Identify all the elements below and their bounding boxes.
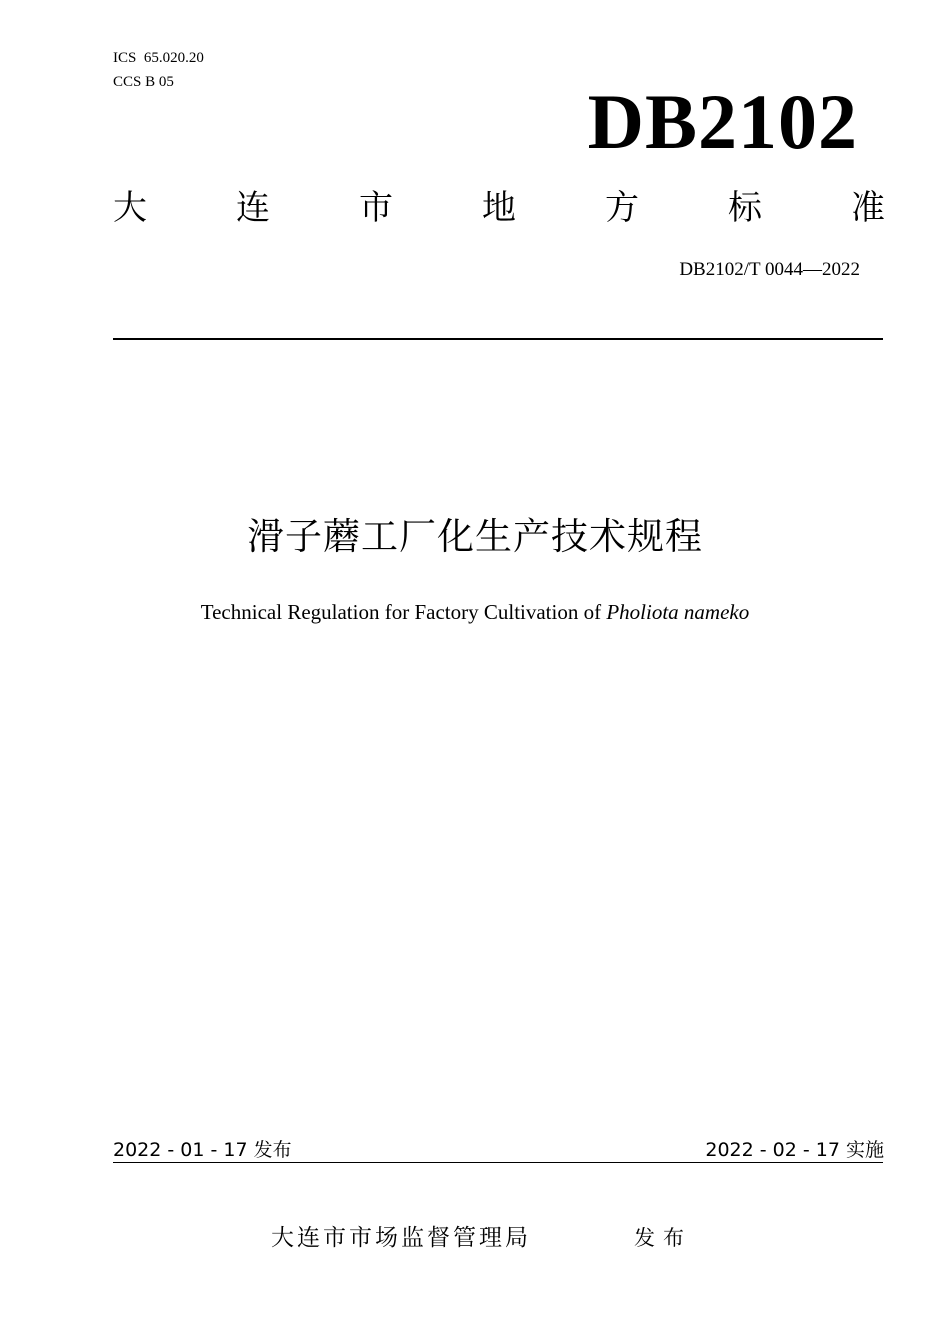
standard-type-heading (113, 186, 885, 230)
standard-type-char: 地 (482, 188, 516, 228)
ccs-code: CCS B 05 (113, 74, 174, 90)
standard-type-char: 标 (728, 188, 762, 228)
species-name: Pholiota nameko (606, 600, 750, 624)
standard-type-char: 连 (236, 188, 270, 228)
standard-type-char: 大 (113, 188, 147, 228)
document-title-chinese: 滑子蘑工厂化生产技术规程 (247, 515, 703, 558)
standard-code-logo: DB2102 (587, 78, 858, 165)
implementation-date: 2022 - 02 - 17 实施 (705, 1139, 884, 1161)
ics-code: ICS 65.020.20 (113, 50, 204, 66)
bottom-divider (113, 1162, 883, 1163)
standard-type-char: 方 (605, 188, 639, 228)
standard-type-char: 准 (851, 188, 885, 228)
issue-label: 发布 (634, 1226, 692, 1250)
issue-date: 2022 - 01 - 17 发布 (113, 1139, 292, 1161)
english-title-text: Technical Regulation for Factory Cultivation of (200, 600, 607, 624)
issuing-authority: 大连市市场监督管理局 (271, 1225, 531, 1251)
top-divider (113, 338, 883, 340)
standard-number: DB2102/T 0044—2022 (679, 259, 860, 280)
document-title-english (0, 598, 950, 626)
standard-type-char: 市 (359, 188, 393, 228)
